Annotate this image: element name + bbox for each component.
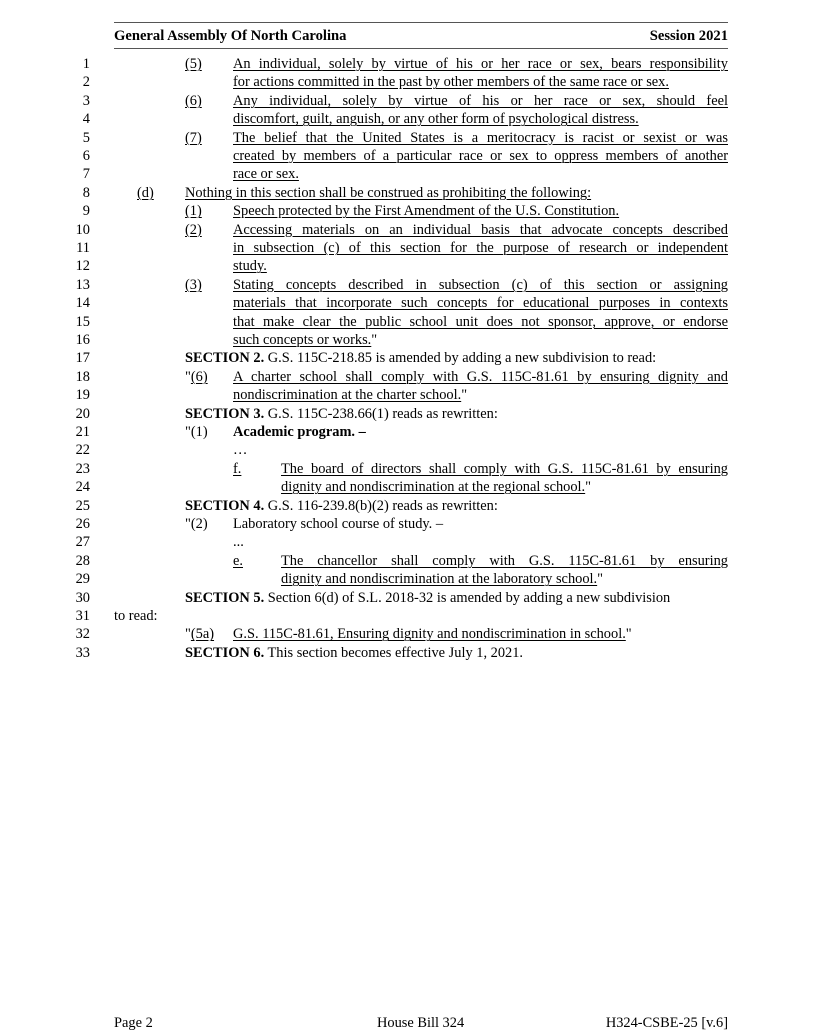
line-text: G.S. 115C-81.61, Ensuring dignity and nondiscrimination in school. [233, 626, 626, 643]
document-line [0, 184, 814, 202]
document-line [0, 294, 814, 312]
ellipsis: ... [233, 534, 244, 551]
line-number: 3 [82, 92, 90, 109]
section-heading: SECTION 5. [185, 589, 265, 606]
line-text: dignity and nondiscrimination at the laboratory school. [281, 571, 598, 588]
document-line [0, 552, 814, 570]
line-number: 6 [82, 148, 90, 164]
line-text: G.S. 115C-218.85 is amended by adding a new subdivision to read: [264, 350, 657, 367]
line-number: 25 [75, 497, 90, 514]
line-number: 2 [82, 74, 90, 91]
subdivision-marker: (5a) [190, 626, 215, 643]
line-number: 29 [75, 571, 90, 588]
line-number: 8 [82, 184, 90, 201]
line-number: 20 [75, 405, 90, 422]
document-line [0, 129, 814, 147]
line-number: 4 [82, 111, 90, 128]
line-text: Accessing materials on an individual basis that advocate concepts described [233, 221, 728, 238]
document-line [0, 202, 814, 220]
section-line [185, 405, 498, 423]
line-text: The board of directors shall comply with G.S. 115C-81.61 by ensuring [281, 460, 728, 477]
document-line [0, 147, 814, 165]
line-text: materials that incorporate such concepts for educational purposes in contexts [233, 295, 728, 312]
document-line [0, 221, 814, 239]
document-line [0, 110, 814, 128]
line-number: 7 [82, 166, 90, 183]
section-heading: SECTION 4. [185, 497, 265, 514]
line-text-wrap [233, 625, 632, 643]
document-line [0, 386, 814, 404]
item-marker: e. [233, 552, 243, 569]
section-line [185, 644, 523, 662]
line-number: 19 [75, 387, 90, 404]
line-number: 26 [75, 516, 90, 532]
document-line [0, 441, 814, 459]
document-line [0, 533, 814, 551]
subsection-marker: (d) [137, 184, 154, 201]
document-line [0, 239, 814, 257]
closing-quote: " [371, 332, 378, 348]
line-text: Stating concepts described in subsection (c) of this section or assigning [233, 276, 728, 293]
closing-quote: " [597, 571, 604, 588]
line-text: Section 6(d) of S.L. 2018-32 is amended by adding a new subdivision [264, 589, 671, 606]
document-line [0, 515, 814, 533]
document-line [0, 644, 814, 662]
line-text: discomfort, guilt, anguish, or any other form of psychological distress. [233, 111, 639, 128]
line-number: 27 [75, 534, 90, 551]
subdivision-marker: (2) [185, 221, 202, 238]
line-text: such concepts or works. [233, 332, 372, 348]
section-line [185, 497, 498, 515]
session-label: Session 2021 [649, 28, 728, 44]
line-number: 15 [75, 313, 90, 330]
subdivision-marker: "(2) [185, 516, 208, 532]
line-number: 22 [75, 442, 90, 459]
document-line [0, 165, 814, 183]
subdivision-marker: (1) [185, 203, 202, 220]
document-line [0, 405, 814, 423]
line-number: 13 [75, 276, 90, 293]
line-text: nondiscrimination at the charter school. [233, 387, 462, 404]
line-number: 1 [82, 56, 90, 72]
line-number: 23 [75, 460, 90, 477]
item-marker: f. [233, 460, 242, 477]
subdivision-marker: (7) [185, 129, 202, 146]
line-number: 17 [75, 350, 90, 367]
line-number: 5 [82, 129, 90, 146]
line-text: in subsection (c) of this section for the purpose of research or independent [233, 240, 728, 256]
line-text: The chancellor shall comply with G.S. 115C-81.61 by ensuring [281, 552, 728, 569]
section-line [185, 349, 656, 367]
subdivision-marker: (6) [185, 92, 202, 109]
section-heading: SECTION 2. [185, 350, 265, 367]
line-number: 14 [75, 295, 90, 312]
line-text: Laboratory school course of study. – [233, 516, 444, 532]
document-line [0, 625, 814, 643]
line-text: This section becomes effective July 1, 2021. [264, 644, 524, 661]
line-text: G.S. 116-239.8(b)(2) reads as rewritten: [264, 497, 498, 514]
document-line [0, 570, 814, 588]
line-number: 9 [82, 203, 90, 220]
line-number: 10 [75, 221, 90, 238]
line-number: 30 [75, 589, 90, 606]
line-text: for actions committed in the past by other members of the same race or sex. [233, 74, 669, 91]
document-line [0, 478, 814, 496]
line-number: 11 [76, 240, 90, 256]
subdivision-marker: "(1) [185, 424, 208, 440]
line-text-wrap [281, 478, 591, 496]
ellipsis: … [233, 442, 248, 459]
section-heading: SECTION 6. [185, 644, 265, 661]
line-number: 21 [75, 424, 90, 440]
line-text: An individual, solely by virtue of his or her race or sex, bears responsibility [233, 56, 728, 72]
line-number: 18 [75, 368, 90, 385]
document-line [0, 55, 814, 73]
line-text: Speech protected by the First Amendment of the U.S. Constitution. [233, 203, 620, 220]
section-line [185, 589, 670, 607]
document-line [0, 73, 814, 91]
document-line [0, 313, 814, 331]
line-number: 12 [75, 258, 90, 275]
line-text: dignity and nondiscrimination at the regional school. [281, 479, 586, 496]
line-text: created by members of a particular race or sex to oppress members of another [233, 148, 728, 164]
subdivision-heading: Academic program. – [233, 424, 366, 440]
line-text: G.S. 115C-238.66(1) reads as rewritten: [264, 405, 498, 422]
marker-wrap [185, 625, 214, 643]
bill-name: House Bill 324 [377, 1015, 465, 1031]
header-top-rule [114, 22, 728, 23]
header-bottom-rule [114, 48, 728, 49]
closing-quote: " [625, 626, 632, 643]
document-line [0, 460, 814, 478]
opening-quote: " [185, 368, 191, 385]
line-number: 16 [75, 332, 90, 348]
document-line [0, 423, 814, 441]
line-text: Nothing in this section shall be construed as prohibiting the following: [185, 184, 592, 201]
line-text-wrap [281, 570, 603, 588]
section-heading: SECTION 3. [185, 405, 265, 422]
version-code: H324-CSBE-25 [v.6] [605, 1015, 728, 1031]
line-text: to read: [114, 608, 158, 624]
closing-quote: " [461, 387, 468, 404]
document-line [0, 92, 814, 110]
document-line [0, 349, 814, 367]
document-line [0, 497, 814, 515]
line-number: 33 [75, 644, 90, 661]
document-line [0, 589, 814, 607]
document-line [0, 257, 814, 275]
subdivision-marker: (5) [185, 56, 202, 72]
page-footer [0, 1013, 814, 1033]
line-number: 31 [75, 608, 90, 624]
document-line [0, 607, 814, 625]
line-text-wrap [233, 386, 467, 404]
line-text: race or sex. [233, 166, 299, 183]
line-number: 24 [75, 479, 90, 496]
line-text: that make clear the public school unit does not sponsor, approve, or endorse [233, 313, 728, 330]
line-number: 32 [75, 626, 90, 643]
document-line [0, 276, 814, 294]
opening-quote: " [185, 626, 191, 643]
marker-wrap [185, 368, 208, 386]
document-line [0, 331, 814, 349]
closing-quote: " [585, 479, 592, 496]
line-text: Any individual, solely by virtue of his or her race or sex, should feel [233, 92, 728, 109]
line-text: A charter school shall comply with G.S. 115C-81.61 by ensuring dignity and [233, 368, 728, 385]
page-number: Page 2 [114, 1015, 153, 1031]
subdivision-marker: (3) [185, 276, 202, 293]
line-text-wrap [233, 331, 377, 349]
line-text: The belief that the United States is a meritocracy is racist or sexist or was [233, 129, 728, 146]
document-line [0, 368, 814, 386]
assembly-title: General Assembly Of North Carolina [114, 28, 347, 44]
line-text: study. [233, 258, 267, 275]
line-number: 28 [75, 552, 90, 569]
subdivision-marker: (6) [190, 368, 208, 385]
